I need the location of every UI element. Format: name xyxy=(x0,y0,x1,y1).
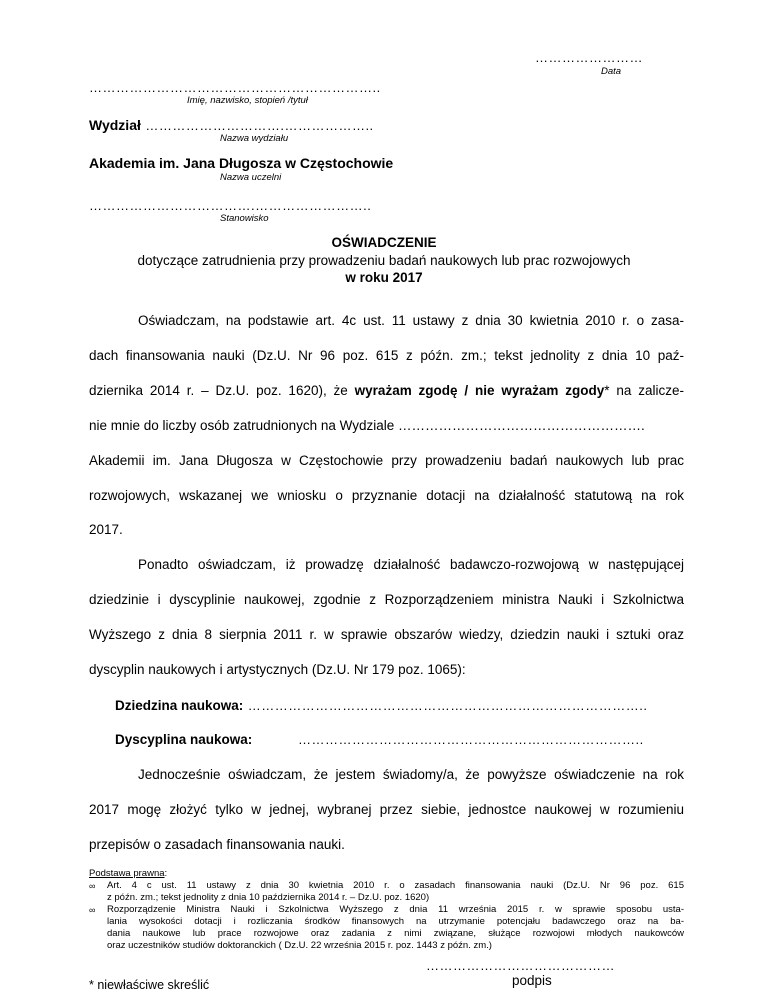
document-subtitle: dotyczące zatrudnienia przy prowadzeniu badań naukowych lub prac rozwojowych xyxy=(137,253,631,268)
legal-heading xyxy=(89,868,167,879)
p2-line-1: Ponadto oświadczam, iż prowadzę działalność badawczo-rozwojową w następującej xyxy=(138,557,684,572)
p1-line-5: Akademii im. Jana Długosza w Częstochowie przy prowadzeniu badań naukowych lub prac xyxy=(89,453,684,468)
legal-heading-text: Podstawa prawna xyxy=(89,868,165,879)
legal-item-2-line-1: Rozporządzenie Ministra Nauki i Szkolnictwa Wyższego z dnia 11 września 2015 r. w sprawie sposobu usta- xyxy=(107,904,684,915)
legal-item-2-line-2: lania wysokości dotacji i rozliczania środków finansowych na utrzymanie potencjału badawczego oraz na ba- xyxy=(107,916,684,927)
faculty-label: Nazwa wydziału xyxy=(220,133,289,144)
signature-label: podpis xyxy=(512,973,552,988)
p1-line-2: dach finansowania nauki (Dz.U. Nr 96 poz. 615 z późn. zm.; tekst jednolity z dnia 10 paź- xyxy=(89,348,684,363)
signature-dots: …………………………………… xyxy=(426,958,615,973)
p3-line-2: 2017 mogę złożyć tylko w jednej, wybranej przez siebie, jednostce naukowej w rozumieniu xyxy=(89,802,684,817)
discipline-label: Dyscyplina naukowa: xyxy=(115,732,253,747)
date-label: Data xyxy=(601,66,622,77)
p1-line-4: nie mnie do liczby osób zatrudnionych na Wydziale ………………………………………………. xyxy=(89,418,645,433)
faculty-dots: ………………………….……………….. xyxy=(145,118,374,133)
date-dots: …………………… xyxy=(535,50,643,65)
legal-item-1-line-1: Art. 4 c ust. 11 ustawy z dnia 30 kwietnia 2010 r. o zasadach finansowania nauki (Dz.U. Nr 96 poz. 615 xyxy=(107,880,684,891)
university-name: Akademia im. Jana Długosza w Częstochowie xyxy=(89,155,394,171)
bullet-icon: ∞ xyxy=(89,905,96,915)
p1-line-3-start: dziernika 2014 r. – Dz.U. poz. 1620), że xyxy=(89,383,355,398)
p1-line-3-end: * na zalicze- xyxy=(604,383,684,398)
field-dots: …………………………………………………………………………….. xyxy=(247,698,648,713)
p3-line-3: przepisów o zasadach finansowania nauki. xyxy=(89,837,345,852)
legal-item-2-line-3: dania naukowe lub prace rozwojowe oraz zadania z nimi związane, służące rozwojowi młodych naukowców xyxy=(107,928,684,939)
name-dots: ……………………………………………………….. xyxy=(89,80,381,95)
field-row xyxy=(115,697,647,715)
p2-line-4: dyscyplin naukowych i artystycznych (Dz.U. Nr 179 poz. 1065): xyxy=(89,662,466,677)
p1-line-3 xyxy=(89,383,684,398)
legal-heading-colon: : xyxy=(164,868,168,879)
p3-line-1: Jednocześnie oświadczam, że jestem świadomy/a, że powyższe oświadczenie na rok xyxy=(138,767,684,782)
discipline-dots: ………………………………………………………………….. xyxy=(298,732,644,747)
position-label: Stanowisko xyxy=(220,213,269,224)
p1-line-1: Oświadczam, na podstawie art. 4c ust. 11 ustawy z dnia 30 kwietnia 2010 r. o zasa- xyxy=(138,313,684,328)
faculty-prefix: Wydział xyxy=(89,117,141,133)
legal-item-1-line-2: z późn. zm.; tekst jednolity z dnia 10 października 2014 r. – Dz.U. poz. 1620) xyxy=(107,892,430,903)
document-title: OŚWIADCZENIE xyxy=(331,235,437,250)
university-label: Nazwa uczelni xyxy=(220,172,282,183)
legal-item-2-line-4: oraz uczestników studiów doktoranckich ( Dz.U. 22 września 2015 r. poz. 1443 z późn. zm.) xyxy=(107,940,492,951)
footnote: * niewłaściwe skreślić xyxy=(89,978,210,992)
p2-line-3: Wyższego z dnia 8 sierpnia 2011 r. w sprawie obszarów wiedzy, dziedzin nauki i sztuki oraz xyxy=(89,627,684,642)
name-label: Imię, nazwisko, stopień /tytuł xyxy=(187,95,308,106)
p1-line-6: rozwojowych, wskazanej we wniosku o przyznanie dotacji na działalność statutową na rok xyxy=(89,488,684,503)
p2-line-2: dziedzinie i dyscyplinie naukowej, zgodnie z Rozporządzeniem ministra Nauki i Szkolnictwa xyxy=(89,592,684,607)
p1-line-7: 2017. xyxy=(89,522,123,537)
bullet-icon: ∞ xyxy=(89,881,96,891)
field-label: Dziedzina naukowa: xyxy=(115,698,244,713)
consent-choice: wyrażam zgodę / nie wyrażam zgody xyxy=(354,383,605,398)
document-year: w roku 2017 xyxy=(345,270,423,285)
position-dots: ……………………………….…………………….. xyxy=(89,198,372,213)
